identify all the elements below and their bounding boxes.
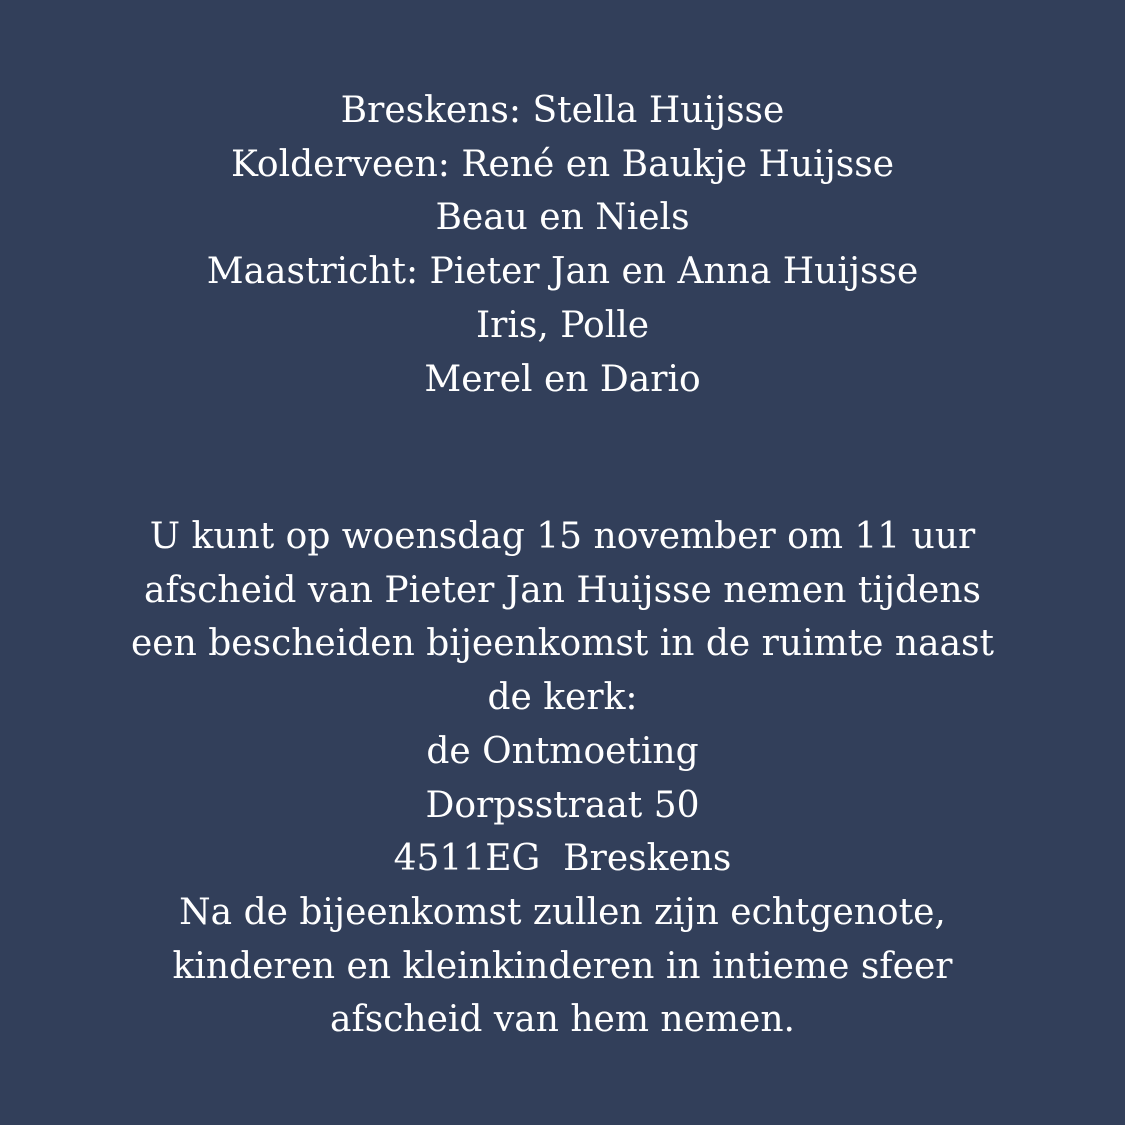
notice-line-church: de kerk: bbox=[487, 677, 638, 719]
farewell-notice bbox=[0, 510, 1125, 1047]
family-line-kolderveen: Kolderveen: René en Baukje Huijsse bbox=[231, 143, 894, 185]
notice-line-family: kinderen en kleinkinderen in intieme sfeer bbox=[172, 945, 953, 987]
notice-line-closing: afscheid van hem nemen. bbox=[330, 999, 795, 1041]
notice-line-date: U kunt op woensdag 15 november om 11 uur bbox=[149, 516, 976, 557]
venue-postcode-city: 4511EG Breskens bbox=[393, 838, 732, 880]
notice-line-after: Na de bijeenkomst zullen zijn echtgenote, bbox=[179, 891, 946, 933]
venue-name: de Ontmoeting bbox=[426, 730, 699, 772]
family-line-kolderveen-children: Beau en Niels bbox=[435, 197, 690, 239]
family-line-maastricht-children-1: Iris, Polle bbox=[475, 304, 650, 346]
family-line-maastricht-children-2: Merel en Dario bbox=[424, 358, 701, 400]
notice-line-farewell: afscheid van Pieter Jan Huijsse nemen tijdens bbox=[144, 569, 981, 611]
family-list bbox=[0, 84, 1125, 406]
venue-street: Dorpsstraat 50 bbox=[425, 784, 700, 826]
family-line-maastricht: Maastricht: Pieter Jan en Anna Huijsse bbox=[206, 251, 919, 293]
family-line-breskens: Breskens: Stella Huijsse bbox=[340, 90, 785, 131]
notice-line-gathering: een bescheiden bijeenkomst in de ruimte naast bbox=[131, 623, 994, 665]
